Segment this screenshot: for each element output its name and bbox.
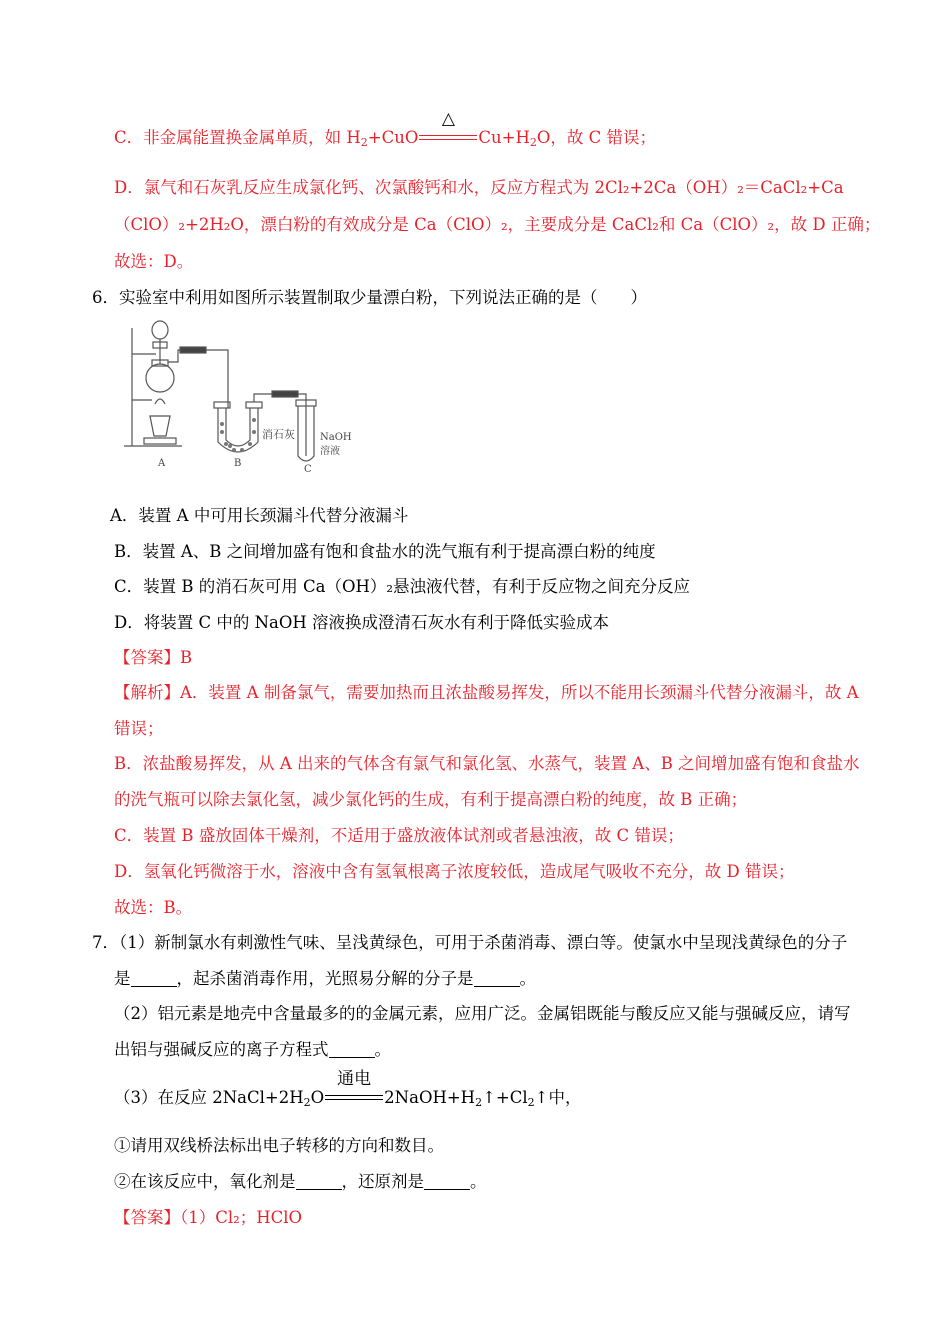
text-seg: ②在该反应中，氧化剂是 bbox=[114, 1172, 296, 1191]
q6-analysis-b-2: 的洗气瓶可以除去氯化氢，减少氯化钙的生成，有利于提高漂白粉的纯度，故 B 正确； bbox=[114, 790, 748, 809]
text-seg: +CuO bbox=[367, 128, 419, 147]
analysis-text: A．装置 A 制备氯气，需要加热而且浓盐酸易挥发，所以不能用长颈漏斗代替分液漏斗，故 A bbox=[180, 683, 859, 702]
label-lime: 消石灰 bbox=[262, 428, 295, 441]
q7-answer bbox=[114, 1207, 302, 1229]
q6-analysis-d: D．氢氧化钙微溶于水，溶液中含有氢氧根离子浓度较低，造成尾气吸收不充分，故 D 错误； bbox=[114, 862, 795, 881]
analysis-label: 【解析】 bbox=[114, 683, 180, 702]
q7-part2-line2 bbox=[114, 1039, 391, 1061]
q7-part2-line1: （2）铝元素是地壳中含量最多的的金属元素，应用广泛。金属铝既能与酸反应又能与强碱反应，请写 bbox=[114, 1004, 851, 1023]
text-seg: 。 bbox=[470, 1172, 487, 1191]
subscript: 2 bbox=[475, 1096, 483, 1109]
heat-symbol: △ bbox=[441, 109, 455, 129]
q6-analysis-b-1: B．浓盐酸易挥发，从 A 出来的气体含有氯气和氯化氢、水蒸气，装置 A、B 之间增加盛有饱和食盐水 bbox=[114, 754, 860, 773]
subscript: 2 bbox=[529, 136, 537, 149]
reaction-condition-arrow bbox=[325, 1069, 383, 1104]
fill-blank[interactable] bbox=[424, 1173, 470, 1190]
label-A: A bbox=[158, 458, 166, 469]
text-seg: ↑+Cl bbox=[482, 1088, 528, 1107]
subscript: 2 bbox=[527, 1096, 535, 1109]
q6-selection: 故选：B。 bbox=[114, 898, 193, 917]
text-seg: ，还原剂是 bbox=[341, 1172, 424, 1191]
q6-answer bbox=[114, 647, 192, 669]
fill-blank[interactable] bbox=[131, 970, 177, 987]
q6-stem: 6．实验室中利用如图所示装置制取少量漂白粉，下列说法正确的是（ ） bbox=[92, 288, 647, 307]
subscript: 2 bbox=[360, 136, 368, 149]
reaction-condition-arrow bbox=[419, 109, 477, 144]
answer-label: 【答案】 bbox=[114, 648, 180, 667]
text-seg: ，起杀菌消毒作用，光照易分解的分子是 bbox=[176, 969, 474, 988]
text-seg: O，故 C 错误； bbox=[536, 128, 656, 147]
fill-blank[interactable] bbox=[296, 1173, 342, 1190]
fill-blank[interactable] bbox=[329, 1041, 375, 1058]
apparatus-figure bbox=[122, 316, 362, 472]
answer-value: （1）Cl₂；HClO bbox=[180, 1208, 303, 1227]
subscript: 2 bbox=[303, 1096, 311, 1109]
answer-label: 【答案】 bbox=[114, 1208, 180, 1227]
q6-option-b: B．装置 A、B 之间增加盛有饱和食盐水的洗气瓶有利于提高漂白粉的纯度 bbox=[114, 542, 656, 561]
q7-part1-line2 bbox=[114, 968, 536, 990]
q6-analysis-a-2: 错误； bbox=[114, 719, 164, 738]
label-solution: 溶液 bbox=[320, 446, 340, 457]
text-seg: C．非金属能置换金属单质，如 H bbox=[114, 128, 361, 147]
q5-option-d-analysis-1: D．氯气和石灰乳反应生成氯化钙、次氯酸钙和水，反应方程式为 2Cl₂+2Ca（OH）₂＝CaCl₂+Ca bbox=[114, 178, 844, 197]
q7-part1-line1: 7．（1）新制氯水有刺激性气味、呈浅黄绿色，可用于杀菌消毒、漂白等。使氯水中呈现浅黄绿色的分子 bbox=[92, 933, 848, 952]
text-seg: （3）在反应 2NaCl+2H bbox=[114, 1088, 304, 1107]
q5-option-d-analysis-2: （ClO）₂+2H₂O，漂白粉的有效成分是 Ca（ClO）₂，主要成分是 CaCl₂和 Ca（ClO）₂，故 D 正确； bbox=[114, 215, 881, 234]
q6-option-c: C．装置 B 的消石灰可用 Ca（OH）₂悬浊液代替，有利于反应物之间充分反应 bbox=[114, 577, 690, 596]
answer-value: B bbox=[180, 648, 193, 667]
fill-blank[interactable] bbox=[474, 970, 520, 987]
q5-option-c-analysis bbox=[114, 109, 656, 149]
text-seg: Cu+H bbox=[478, 128, 530, 147]
q7-part3-sub1: ①请用双线桥法标出电子转移的方向和数目。 bbox=[114, 1136, 444, 1155]
q7-part3-reaction bbox=[114, 1069, 582, 1109]
q6-option-a: A．装置 A 中可用长颈漏斗代替分液漏斗 bbox=[110, 506, 409, 525]
q7-part3-sub2 bbox=[114, 1171, 487, 1193]
electrolysis-label: 通电 bbox=[337, 1069, 372, 1089]
text-seg: 2NaOH+H bbox=[384, 1088, 476, 1107]
label-C: C bbox=[304, 464, 312, 472]
q6-option-d: D．将装置 C 中的 NaOH 溶液换成澄清石灰水有利于降低实验成本 bbox=[114, 613, 610, 632]
label-B: B bbox=[234, 458, 242, 469]
text-seg: 。 bbox=[374, 1040, 391, 1059]
text-seg: 出铝与强碱反应的离子方程式 bbox=[114, 1040, 329, 1059]
q6-analysis-c: C．装置 B 盛放固体干燥剂，不适用于盛放液体试剂或者悬浊液，故 C 错误； bbox=[114, 826, 684, 845]
label-naoh: NaOH bbox=[320, 432, 352, 443]
text-seg: 。 bbox=[519, 969, 536, 988]
text-seg: 是 bbox=[114, 969, 131, 988]
q5-selection: 故选：D。 bbox=[114, 252, 194, 271]
text-seg: O bbox=[310, 1088, 325, 1107]
q6-analysis-a-1 bbox=[114, 682, 858, 704]
text-seg: ↑中， bbox=[534, 1088, 582, 1107]
